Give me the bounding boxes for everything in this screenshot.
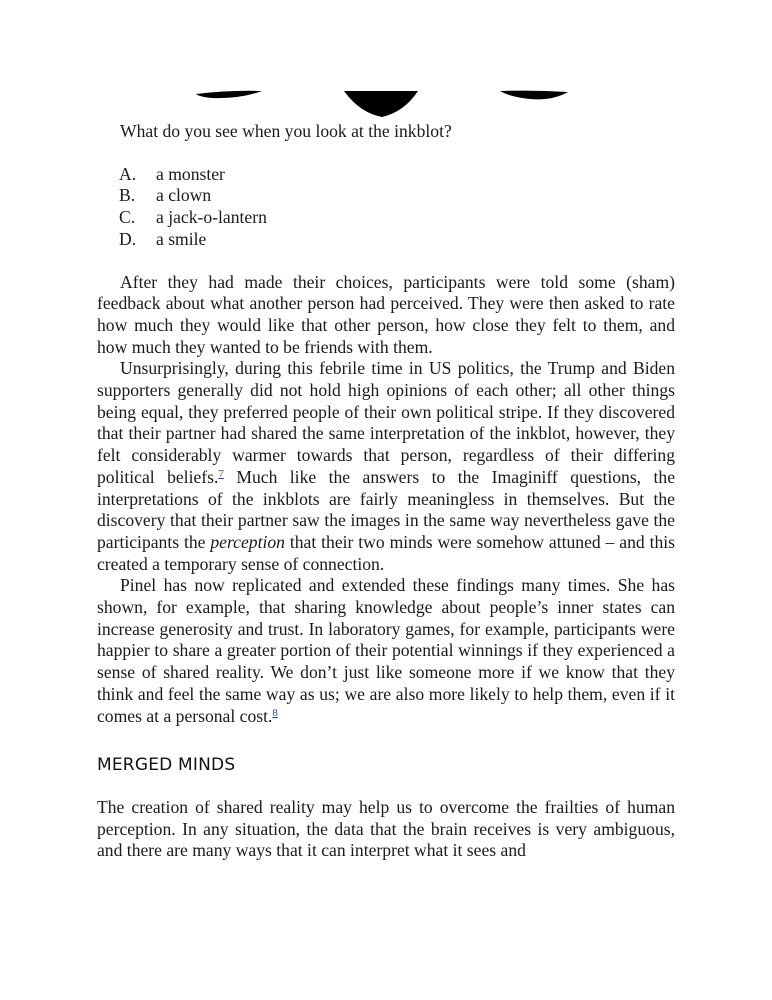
page-content [97,121,675,862]
option-letter: B. [119,185,136,206]
footnote-link[interactable]: 8 [272,706,278,719]
paragraph-text: Much like the answers to the Imaginiff questions, the interpretations of the inkblots are fairly meaningless in themselves. But the discovery that their partner saw the images in the same way nevertheless gave the participants the [97,466,675,552]
inkblot-right-shape [500,91,568,100]
paragraph: The creation of shared reality may help us to overcome the frailties of human perception. In any situation, the data that the brain receives is very ambiguous, and there are many ways that it can interpret what it sees and [97,796,675,861]
option-letter: A. [119,163,137,184]
inkblot-image [0,0,772,125]
emphasis-text: perception [210,531,285,552]
option-letter: D. [119,228,137,249]
answer-options [119,164,675,251]
option-c [119,207,675,229]
paragraph-text: that their two minds were somehow attuned – and this created a temporary sense of connection. [97,531,675,574]
paragraph-text: Unsurprisingly, during this febrile time in US politics, the Trump and Biden supporters generally did not hold high opinions of each other; all other things being equal, they preferred people of their own political stripe. If they discovered that their partner had shared the same interpretation of the inkblot, however, they felt considerably warmer towards that person, regardless of their differing political beliefs. [97,358,675,487]
paragraph [97,575,675,727]
footnote-ref [272,707,278,719]
option-letter: C. [119,207,136,228]
option-text: a jack-o-lantern [156,207,267,228]
option-text: a monster [156,163,225,184]
paragraph-text: Pinel has now replicated and extended these findings many times. She has shown, for example, that sharing knowledge about people’s inner states can increase generosity and trust. In laboratory games, for example, participants were happier to share a greater portion of their potential winnings if they experienced a sense of shared reality. We don’t just like someone more if we know that they think and feel the same way as us; we are also more likely to help them, even if it comes at a personal cost. [97,575,675,726]
option-text: a smile [156,228,207,249]
body-text [97,272,675,863]
option-a [119,164,675,186]
section-heading: MERGED MINDS [97,755,236,776]
option-b [119,185,675,207]
paragraph [97,358,675,575]
option-text: a clown [156,185,212,206]
inkblot-left-shape [196,91,262,98]
inkblot-question: What do you see when you look at the inkblot? [120,121,452,141]
option-d [119,229,675,251]
paragraph: After they had made their choices, participants were told some (sham) feedback about what another person had perceived. They were then asked to rate how much they would like that other person, how close they felt to them, and how much they wanted to be friends with them. [97,271,675,357]
inkblot-center-shape [344,91,418,117]
footnote-link[interactable]: 7 [218,467,224,480]
